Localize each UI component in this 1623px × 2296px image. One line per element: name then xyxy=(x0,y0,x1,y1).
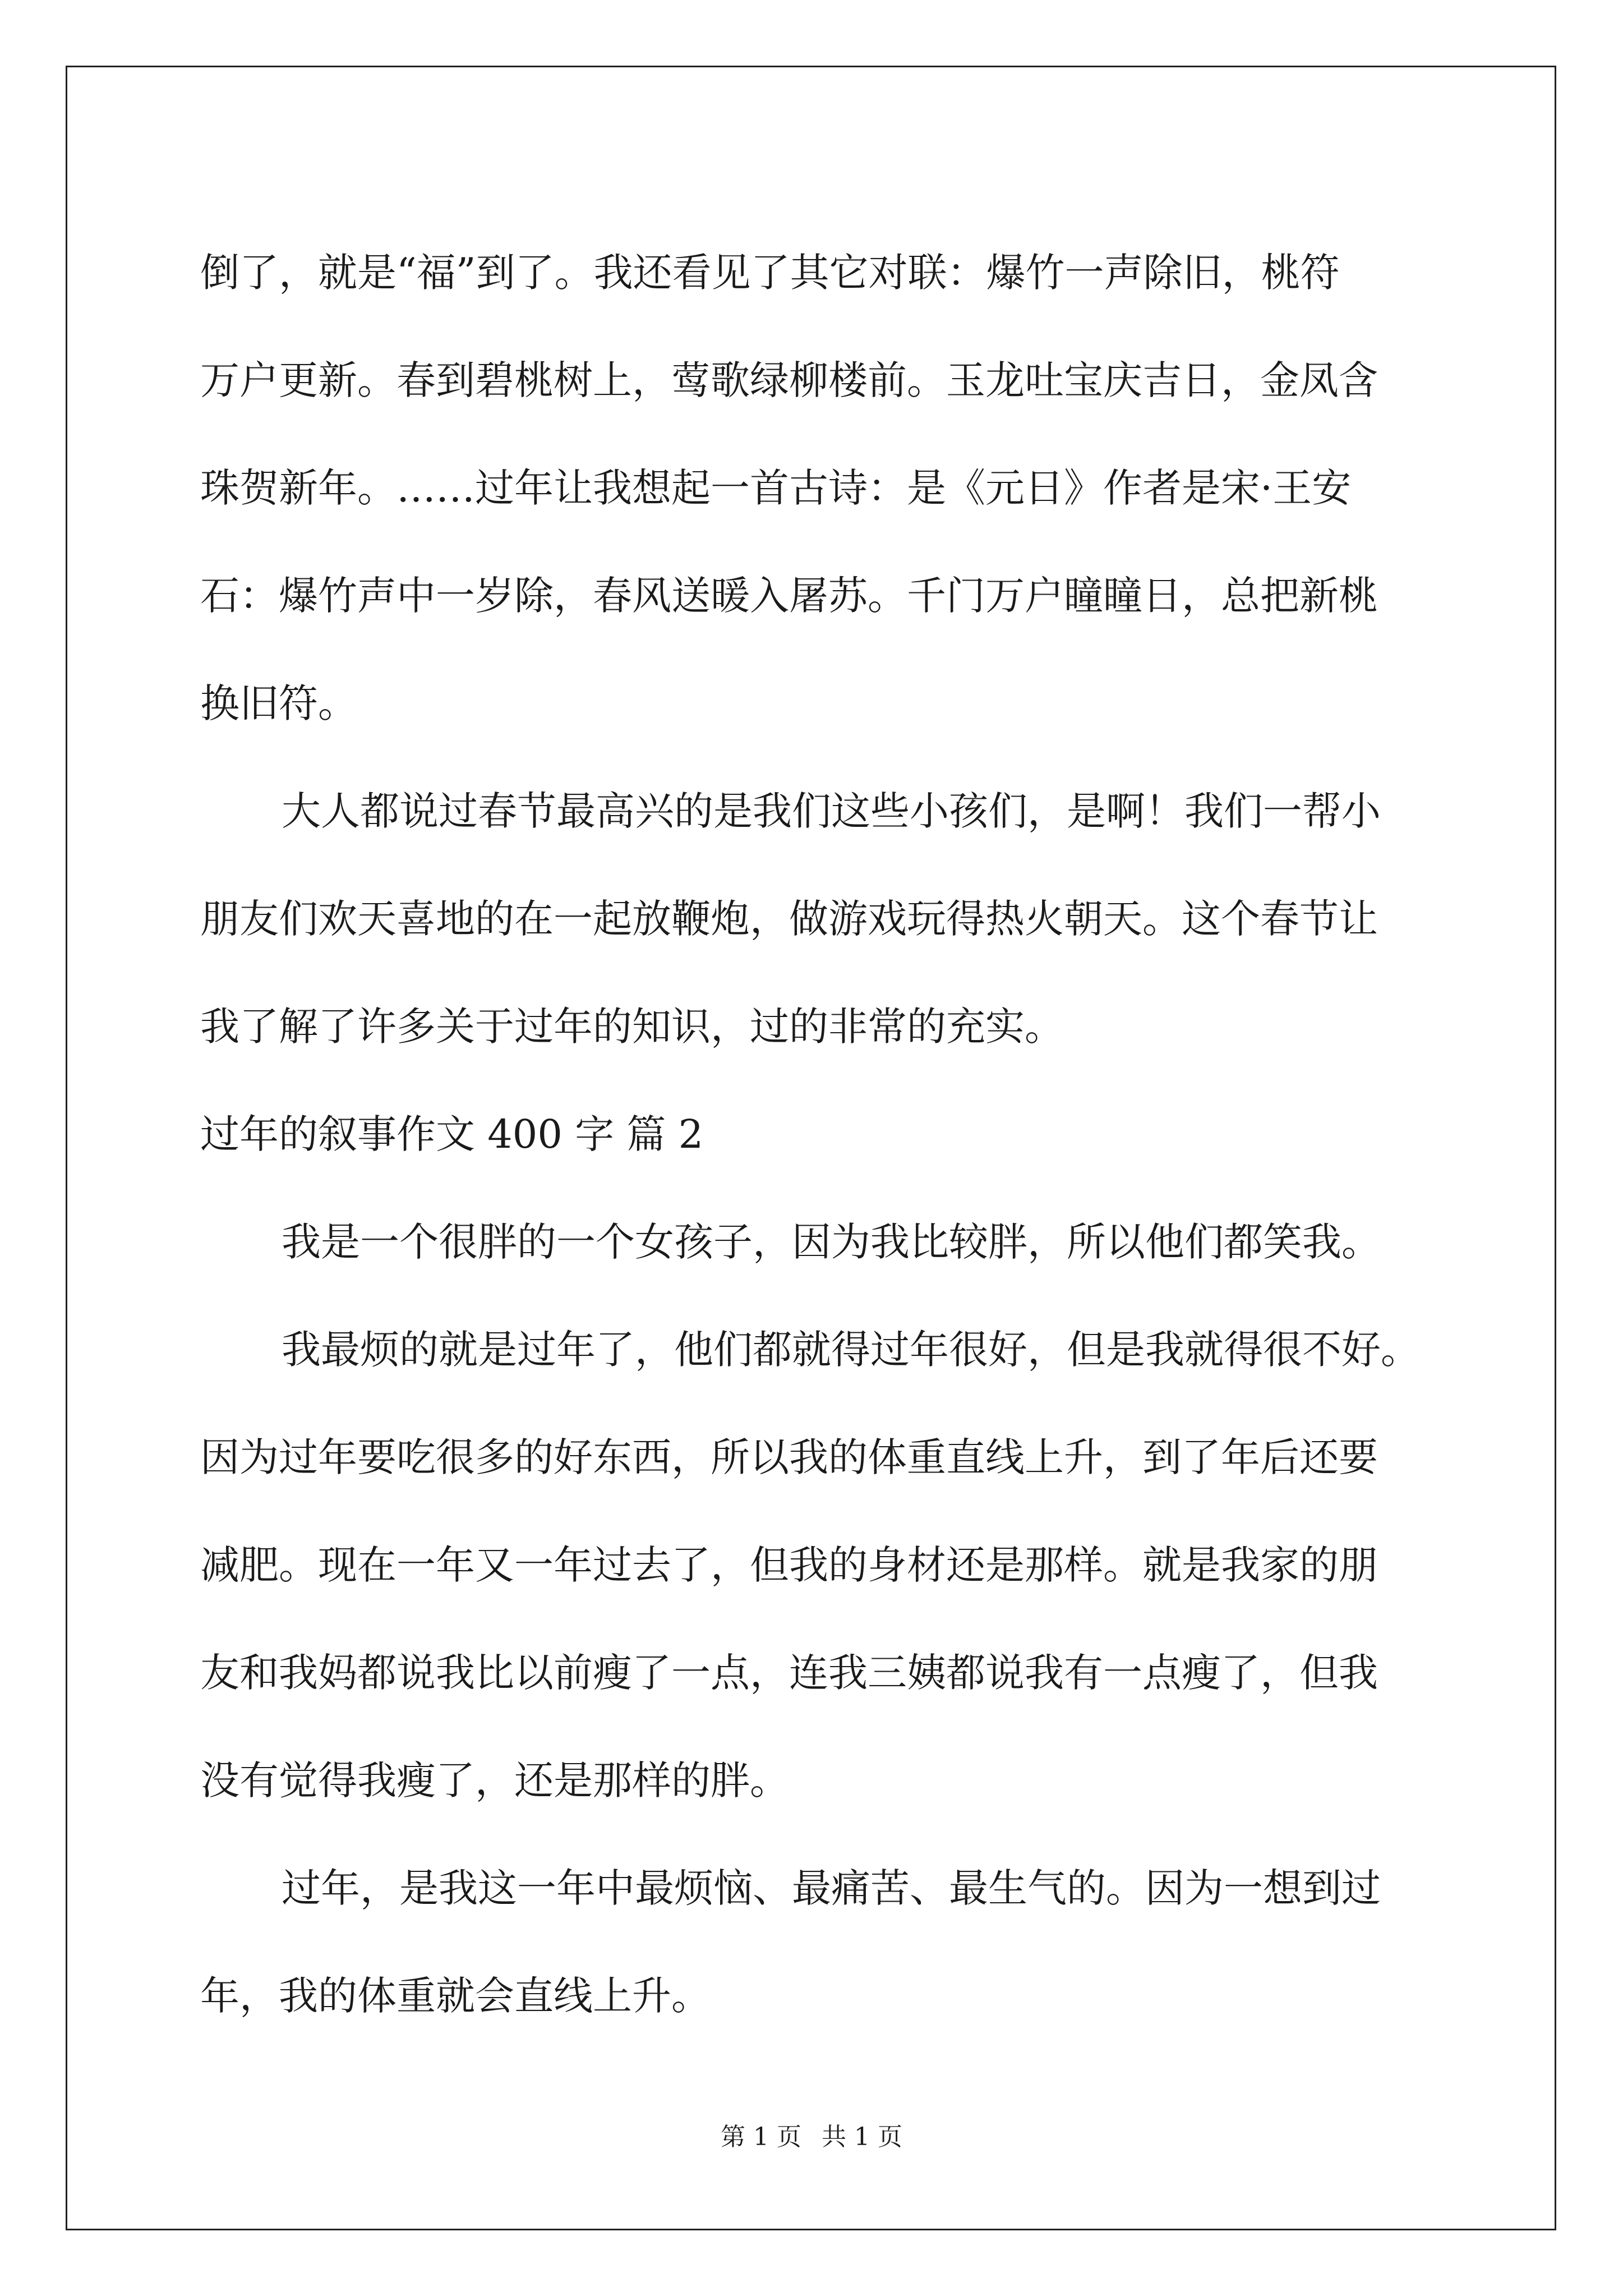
page-footer xyxy=(0,2120,1623,2154)
text-line: 朋友们欢天喜地的在一起放鞭炮，做游戏玩得热火朝天。这个春节让 xyxy=(200,896,1378,942)
text-line: 换旧符。 xyxy=(200,680,357,726)
page-number: 第 1 页 xyxy=(721,2123,801,2151)
text-line: 过年，是我这一年中最烦恼、最痛苦、最生气的。因为一想到过 xyxy=(282,1865,1381,1911)
text-line: 大人都说过春节最高兴的是我们这些小孩们，是啊！我们一帮小 xyxy=(282,788,1381,834)
document-body xyxy=(200,219,1434,2050)
text-line: 减肥。现在一年又一年过去了，但我的身材还是那样。就是我家的朋 xyxy=(200,1542,1378,1588)
text-line: 万户更新。春到碧桃树上，莺歌绿柳楼前。玉龙吐宝庆吉日，金凤含 xyxy=(200,357,1378,403)
text-line: 珠贺新年。……过年让我想起一首古诗：是《元日》作者是宋·王安 xyxy=(200,465,1352,511)
text-line: 我最烦的就是过年了，他们都就得过年很好，但是我就得很不好。 xyxy=(282,1327,1420,1373)
text-line: 石：爆竹声中一岁除，春风送暖入屠苏。千门万户瞳瞳日，总把新桃 xyxy=(200,573,1378,619)
text-line: 我是一个很胖的一个女孩子，因为我比较胖，所以他们都笑我。 xyxy=(282,1219,1381,1265)
text-line: 倒了，就是“福”到了。我还看见了其它对联：爆竹一声除旧，桃符 xyxy=(200,250,1340,296)
text-line: 因为过年要吃很多的好东西，所以我的体重直线上升，到了年后还要 xyxy=(200,1434,1378,1480)
text-line: 我了解了许多关于过年的知识，过的非常的充实。 xyxy=(200,1004,1064,1050)
page-total: 共 1 页 xyxy=(822,2123,902,2151)
section-heading: 过年的叙事作文 400 字 篇 2 xyxy=(200,1111,704,1157)
text-line: 友和我妈都说我比以前瘦了一点，连我三姨都说我有一点瘦了，但我 xyxy=(200,1650,1378,1696)
text-line: 年，我的体重就会直线上升。 xyxy=(200,1973,711,2019)
text-line: 没有觉得我瘦了，还是那样的胖。 xyxy=(200,1757,789,1803)
